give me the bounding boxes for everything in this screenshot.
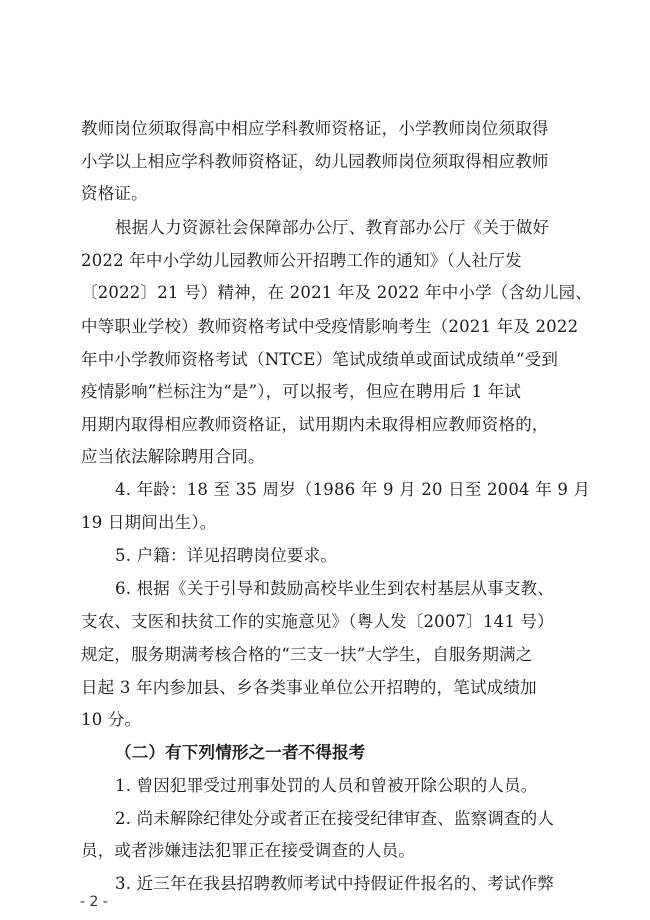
text-line: 用期内取得相应教师资格证，试用期内未取得相应教师资格的， <box>81 415 549 434</box>
exclusion-item: 3. 近三年在我县招聘教师考试中持假证件报名的、考试作弊 <box>115 874 555 893</box>
exclusion-item: 2. 尚未解除纪律处分或者正在接受纪律审查、监察调查的人 <box>115 809 555 828</box>
text-line: 小学以上相应学科教师资格证，幼儿园教师岗位须取得相应教师 <box>81 152 549 171</box>
text-line: 2022 年中小学幼儿园教师公开招聘工作的通知》（人社厅发 <box>81 251 522 270</box>
bonus-points-clause: 6. 根据《关于引导和鼓励高校毕业生到农村基层从事支教、 <box>115 579 555 598</box>
text-line: 教师岗位须取得高中相应学科教师资格证，小学教师岗位须取得 <box>81 119 549 138</box>
text-line: 支农、支医和扶贫工作的实施意见》（粤人发〔2007〕141 号） <box>81 612 554 631</box>
household-requirement: 5. 户籍：详见招聘岗位要求。 <box>115 546 337 565</box>
section-heading: （二）有下列情形之一者不得报考 <box>115 743 366 762</box>
text-line: 中等职业学校）教师资格考试中受疫情影响考生（2021 年及 2022 <box>81 317 579 336</box>
text-line: 年中小学教师资格考试（NTCE）笔试成绩单或面试成绩单“受到 <box>81 350 559 369</box>
text-line: 19 日期间出生）。 <box>81 513 217 532</box>
text-line: 应当依法解除聘用合同。 <box>81 447 265 466</box>
text-line: 疫情影响”栏标注为“是”），可以报考，但应在聘用后 1 年试 <box>81 382 522 401</box>
text-line: 资格证。 <box>81 184 148 203</box>
text-line: 〔2022〕21 号）精神，在 2021 年及 2022 年中小学（含幼儿园、 <box>81 283 592 302</box>
text-line: 日起 3 年内参加县、乡各类事业单位公开招聘的，笔试成绩加 <box>81 678 537 697</box>
exclusion-item: 1. 曾因犯罪受过刑事处罚的人员和曾被开除公职的人员。 <box>115 776 538 795</box>
text-line: 员，或者涉嫌违法犯罪正在接受调查的人员。 <box>81 841 415 860</box>
text-line: 根据人力资源社会保障部办公厅、教育部办公厅《关于做好 <box>115 218 550 237</box>
age-requirement: 4. 年龄：18 至 35 周岁（1986 年 9 月 20 日至 2004 年 9 月 <box>115 480 591 499</box>
page-number: - 2 - <box>80 894 108 910</box>
text-line: 规定，服务期满考核合格的“三支一扶”大学生，自服务期满之 <box>81 645 533 664</box>
text-line: 10 分。 <box>81 710 142 729</box>
